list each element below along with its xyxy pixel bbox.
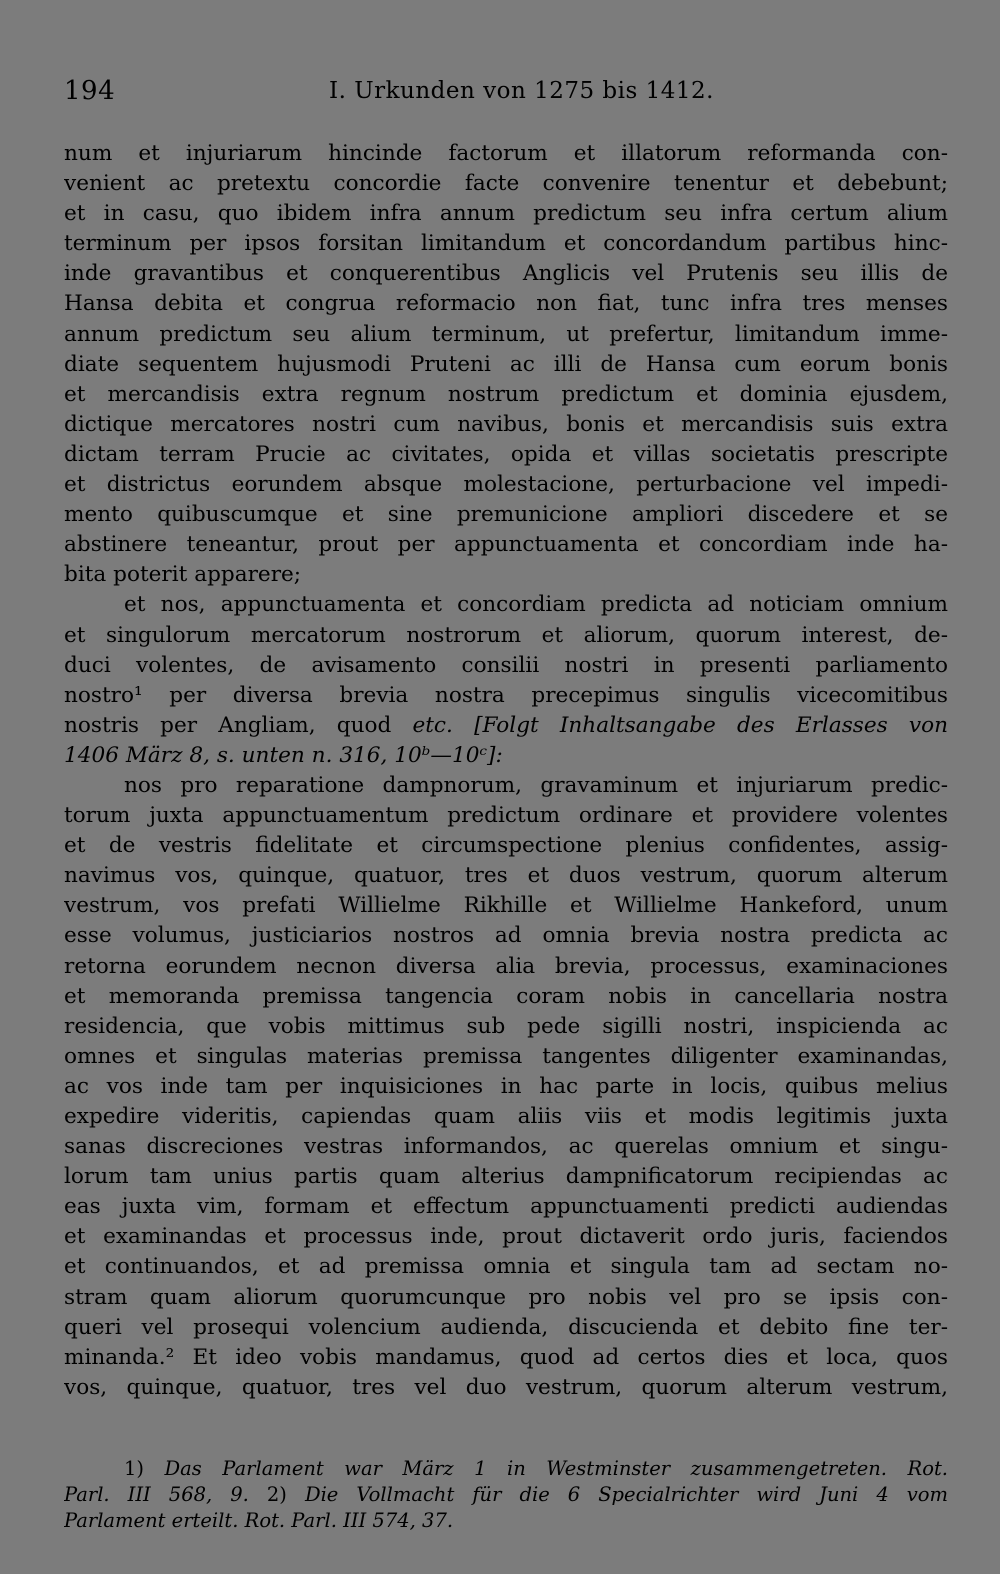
body-text: [64, 139, 948, 1403]
running-title: I. Urkunden von 1275 bis 1412.: [329, 78, 714, 104]
text-line: navimus vos, quinque, quatuor, tres et duos vestrum, quorum alterum: [64, 863, 948, 889]
text-line: et districtus eorundem absque molestacione, perturbacione vel impedi-: [64, 472, 948, 498]
text-line: diate sequentem hujusmodi Pruteni ac illi de Hansa cum eorum bonis: [64, 351, 948, 377]
text-line: Hansa debita et congrua reformacio non fiat, tunc infra tres menses: [64, 291, 948, 317]
footnote-reference: Rot.: [907, 1457, 948, 1480]
footnote-reference: Rot. Parl. III 574, 37.: [244, 1509, 454, 1532]
editorial-note-line: 1406 März 8, s. unten n. 316, 10ᵇ—10ᶜ]:: [64, 742, 503, 768]
text-line: et continuandos, et ad premissa omnia et singula tam ad sectam no-: [64, 1254, 948, 1280]
text-line: vestrum, vos prefati Willielme Rikhille et Willielme Hankeford, unum: [64, 893, 948, 919]
text-line: minanda.² Et ideo vobis mandamus, quod ad certos dies et loca, quos: [64, 1344, 948, 1370]
etc-abbreviation: etc.: [412, 712, 453, 738]
editorial-note: [Folgt Inhaltsangabe des Erlasses von: [474, 712, 948, 738]
text-line: et memoranda premissa tangencia coram nobis in cancellaria nostra: [64, 983, 948, 1009]
text-line: terminum per ipsos forsitan limitandum et concordandum partibus hinc-: [64, 231, 948, 257]
text-line: omnes et singulas materias premissa tangentes diligenter examinandas,: [64, 1043, 948, 1069]
text-line: vos, quinque, quatuor, tres vel duo vestrum, quorum alterum vestrum,: [64, 1374, 948, 1400]
text-line: et nos, appunctuamenta et concordiam predicta ad noticiam omnium: [124, 592, 948, 618]
text-line: mento quibuscumque et sine premunicione ampliori discedere et se: [64, 502, 948, 528]
text-line: inde gravantibus et conquerentibus Anglicis vel Prutenis seu illis de: [64, 261, 948, 287]
text-line: annum predictum seu alium terminum, ut prefertur, limitandum imme-: [64, 321, 948, 347]
text-line: et in casu, quo ibidem infra annum predictum seu infra certum alium: [64, 201, 948, 227]
footnote-text: Parlament erteilt.: [64, 1509, 239, 1532]
text-line: num et injuriarum hincinde factorum et illatorum reformanda con-: [64, 141, 948, 166]
footnote-text: Die Vollmacht für die 6 Specialrichter wird Juni 4 vom: [304, 1483, 948, 1506]
text-line: abstinere teneantur, prout per appunctuamenta et concordiam inde ha-: [64, 532, 948, 558]
text-fragment: nostris per Angliam, quod: [64, 712, 392, 738]
text-line: sanas discreciones vestras informandos, ac querelas omnium et singu-: [64, 1134, 948, 1160]
text-line: nostro¹ per diversa brevia nostra precepimus singulis vicecomitibus: [64, 682, 948, 708]
text-line: nos pro reparatione dampnorum, gravaminum et injuriarum predic-: [124, 772, 948, 798]
text-line: retorna eorundem necnon diversa alia brevia, processus, examinaciones: [64, 953, 948, 979]
footnote-line: [64, 1456, 948, 1482]
text-line: torum juxta appunctuamentum predictum ordinare et providere volentes: [64, 803, 948, 829]
text-line: expedire videritis, capiendas quam aliis viis et modis legitimis juxta: [64, 1104, 948, 1129]
page-number: 194: [64, 76, 116, 106]
document-page: [64, 0, 948, 1574]
footnote-number: 1): [124, 1457, 145, 1480]
footnote-reference: Parl. III 568, 9.: [64, 1483, 249, 1506]
footnote-line: [64, 1482, 948, 1508]
text-line: dictique mercatores nostri cum navibus, bonis et mercandisis suis extra: [64, 411, 948, 437]
text-line: et singulorum mercatorum nostrorum et aliorum, quorum interest, de-: [64, 622, 948, 648]
running-header: [64, 76, 948, 112]
footnote-line: [64, 1508, 948, 1534]
text-line: ac vos inde tam per inquisiciones in hac parte in locis, quibus melius: [64, 1073, 948, 1099]
text-line: et examinandas et processus inde, prout dictaverit ordo juris, faciendos: [64, 1224, 948, 1250]
text-line: stram quam aliorum quorumcunque pro nobis vel pro se ipsis con-: [64, 1284, 948, 1310]
text-line: esse volumus, justiciarios nostros ad omnia brevia nostra predicta ac: [64, 923, 948, 949]
text-line: lorum tam unius partis quam alterius dampnificatorum recipiendas ac: [64, 1164, 948, 1190]
footnote-text: Das Parlament war März 1 in Westminster zusammengetreten.: [164, 1457, 888, 1480]
text-line: queri vel prosequi volencium audienda, discucienda et debito fine ter-: [64, 1314, 948, 1340]
text-line: et mercandisis extra regnum nostrum predictum et dominia ejusdem,: [64, 381, 948, 407]
text-line: dictam terram Prucie ac civitates, opida et villas societatis prescripte: [64, 441, 948, 467]
text-line: venient ac pretextu concordie facte convenire tenentur et debebunt;: [64, 171, 948, 197]
text-line: bita poterit apparere;: [64, 562, 302, 588]
text-line-with-note: [64, 711, 948, 741]
text-line: eas juxta vim, formam et effectum appunctuamenti predicti audiendas: [64, 1194, 948, 1220]
text-line: duci volentes, de avisamento consilii nostri in presenti parliamento: [64, 652, 948, 678]
footnote-number: 2): [266, 1483, 287, 1506]
footnotes: [64, 1456, 948, 1534]
text-line: residencia, que vobis mittimus sub pede sigilli nostri, inspicienda ac: [64, 1013, 948, 1039]
text-line: et de vestris fidelitate et circumspectione plenius confidentes, assig-: [64, 833, 948, 859]
